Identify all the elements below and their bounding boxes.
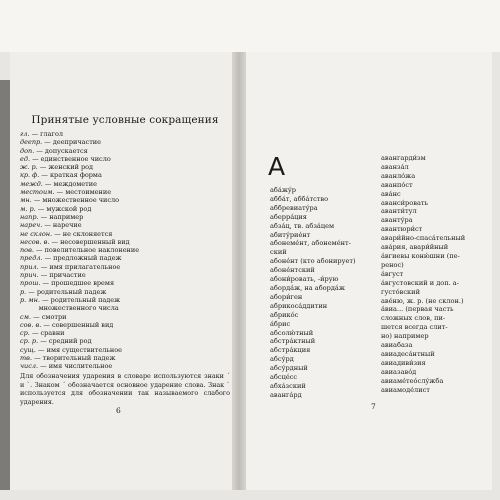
dictionary-entry: авиамоде́лист (381, 385, 430, 394)
abbreviation-row (20, 279, 230, 287)
abbreviation-meaning: множественного числа (20, 304, 119, 313)
abbreviation-meaning: — имя числительное (38, 362, 113, 371)
dictionary-entry: сложных слов, пи- (381, 314, 446, 323)
dictionary-entry: аванти́тул (381, 207, 417, 216)
dictionary-entry: авантюри́ст (381, 225, 423, 234)
abbreviation-term: гл. (20, 130, 30, 138)
abbreviation-term: напр. (20, 212, 39, 221)
abbreviation-row (20, 230, 230, 238)
abbreviation-row (20, 337, 230, 345)
abbreviation-row (20, 271, 230, 279)
abbreviation-row (20, 288, 230, 296)
abbreviation-meaning: — родительный падеж (26, 287, 107, 296)
abbreviation-row (20, 362, 230, 370)
abbreviation-term: ср. р. (20, 337, 39, 346)
abbreviation-meaning: — несовершенный вид (49, 237, 130, 246)
abbreviation-meaning: — имя существительное (35, 345, 122, 354)
dictionary-entry: авиаме́тео́слу́жба (381, 376, 444, 385)
abbreviation-row (20, 304, 230, 312)
abbreviation-meaning: — множественное число (31, 196, 120, 205)
stress-note: Для обозначения ударения в словаре используются знаки ´ и `. Знаком ´ обозначается основное ударение слова. Знак ` используется для обозначении так называемого слабого ударения. (20, 372, 230, 406)
abbreviation-term: доп. (20, 146, 35, 155)
abbreviation-term: кр. ф. (20, 171, 40, 180)
abbreviation-row (20, 313, 230, 321)
dictionary-entry: абсу́рдный (270, 364, 308, 373)
dictionary-entry: абсце́сс (270, 373, 298, 382)
abbreviation-row (20, 147, 230, 155)
abbreviation-term: пов. (20, 246, 34, 255)
abbreviation-meaning: — деепричастие (42, 138, 101, 147)
abbreviation-meaning: — наречие (42, 221, 82, 230)
book-edge (0, 80, 10, 490)
dictionary-entry: а́вгуст (381, 269, 404, 278)
abbreviation-term: предл. (20, 254, 43, 263)
section-letter: А (268, 152, 286, 181)
abbreviation-term: прош. (20, 279, 41, 288)
dictionary-entry: абсу́рд (270, 355, 294, 364)
abbreviation-row (20, 155, 230, 163)
dictionary-entry: а́брис (270, 319, 291, 328)
dictionary-entry: ава́нс (381, 189, 401, 198)
abbreviation-meaning: — родительный падеж (40, 295, 121, 304)
abbreviation-row (20, 171, 230, 179)
abbreviation-term: р. (20, 287, 27, 296)
abbreviation-row (20, 188, 230, 196)
abbreviation-row (20, 213, 230, 221)
book-gutter (232, 52, 246, 490)
abbreviation-term: мн. (20, 196, 32, 205)
abbreviation-row (20, 180, 230, 188)
abbreviation-term: р. мн. (20, 295, 41, 304)
dictionary-column-1 (270, 186, 378, 400)
dictionary-entry: аванза́л (381, 162, 409, 171)
dictionary-entry: авангарди́зм (381, 154, 426, 162)
abbreviation-term: тв. (20, 354, 33, 363)
dictionary-entry: ренос) (381, 260, 404, 269)
dictionary-entry: абза́ц, тв. абза́цем (270, 221, 335, 230)
dictionary-entry: аванга́рд (270, 390, 302, 399)
dictionary-column-2 (381, 154, 489, 394)
dictionary-entry: аберра́ция (270, 212, 307, 221)
dictionary-entry: авиадиви́зия (381, 358, 426, 367)
dictionary-entry: авиадеса́нтный (381, 349, 435, 358)
abbreviation-row (20, 296, 230, 304)
dictionary-entry: ава́рия, авари́йный (381, 243, 449, 252)
dictionary-entry: аванси́ровать (381, 198, 429, 207)
abbreviation-row (20, 163, 230, 171)
abbreviation-meaning: — допускается (34, 146, 88, 155)
dictionary-entry: но) например (381, 332, 429, 341)
dictionary-entry: аве́ню, ж. р. (не склон.) (381, 296, 464, 305)
abbreviation-meaning: — совершенный вид (41, 320, 114, 329)
abbreviation-meaning: — предложный падеж (42, 254, 122, 263)
dictionary-entry: абба́т, абба́тство (270, 194, 329, 203)
abbreviation-term: местоим. (20, 188, 55, 197)
abbreviation-list (20, 130, 230, 371)
dictionary-entry: аборда́ж, на аборда́ж (270, 283, 345, 292)
dictionary-entry: авари́йно-спаса́тельный (381, 234, 466, 243)
abbreviation-meaning: — например (38, 212, 84, 221)
dictionary-entry: абстра́ктный (270, 337, 316, 346)
abbreviation-term: числ. (20, 362, 39, 371)
dictionary-entry: абрико́с (270, 310, 299, 319)
abbreviation-row (20, 138, 230, 146)
dictionary-entry: ский (270, 248, 287, 257)
abbreviation-row (20, 238, 230, 246)
dictionary-entry: абха́зский (270, 381, 306, 390)
dictionary-entry: абонеме́нт, абонеме́нт- (270, 239, 351, 248)
dictionary-entry: а́виа... (первая часть (381, 305, 454, 314)
abbreviation-row (20, 254, 230, 262)
dictionary-entry: аббревиату́ра (270, 203, 318, 212)
abbreviation-term: м. р. (20, 204, 36, 213)
abbreviation-term: ср. (20, 329, 30, 338)
dictionary-entry: густо́вский (381, 287, 420, 296)
dictionary-entry: абони́ровать, -и́рую (270, 275, 339, 284)
abbreviation-term: сов. в. (20, 320, 42, 329)
dictionary-entry: аба́жу́р (270, 186, 296, 194)
dictionary-entry: авиабаза (381, 341, 413, 350)
abbreviation-term: нареч. (20, 221, 43, 230)
dictionary-entry: абрикоса́ддитин (270, 301, 328, 310)
background-top (0, 0, 500, 52)
abbreviation-term: деепр. (20, 138, 43, 147)
dictionary-entry: абори́ген (270, 292, 303, 301)
abbreviation-meaning: — сравни (29, 329, 65, 338)
abbreviation-meaning: — женский род (37, 163, 94, 172)
page-number-left: 6 (116, 406, 121, 415)
abbreviation-term: прич. (20, 271, 39, 280)
dictionary-entry: абоне́нт (кто абонирует) (270, 257, 356, 266)
abbreviation-meaning: — краткая форма (39, 171, 102, 180)
dictionary-entry: абиту́рие́нт (270, 230, 311, 239)
abbreviation-meaning: — единственное число (30, 154, 111, 163)
dictionary-entry: шется всегда слит- (381, 323, 448, 332)
abbreviation-meaning: — междометие (42, 179, 97, 188)
abbreviation-row (20, 329, 230, 337)
abbreviation-meaning: — мужской род (35, 204, 92, 213)
abbreviation-term: сущ. (20, 345, 36, 354)
abbreviation-meaning: — местоимение (54, 188, 112, 197)
dictionary-entry: а́вгустовский и доп. а- (381, 278, 459, 287)
page-number-right: 7 (371, 402, 376, 411)
abbreviation-term: ед. (20, 154, 31, 163)
abbreviation-term: см. (20, 312, 32, 321)
dictionary-entry: аванту́ра (381, 216, 413, 225)
dictionary-entry: абстра́кция (270, 346, 311, 355)
abbreviation-meaning: — причастие (38, 271, 86, 280)
dictionary-entry: аванло́жа (381, 171, 416, 180)
abbreviation-meaning: — смотри (31, 312, 67, 321)
abbreviation-row (20, 321, 230, 329)
abbreviation-term: межд. (20, 179, 43, 188)
abbreviation-row (20, 130, 230, 138)
abbreviation-meaning: — творительный падеж (32, 354, 116, 363)
abbreviation-meaning: — имя прилагательное (38, 262, 121, 271)
abbreviation-row (20, 221, 230, 229)
abbreviation-meaning: — средний род (38, 337, 92, 346)
abbreviation-row (20, 263, 230, 271)
dictionary-entry: абоне́нтский (270, 266, 315, 275)
abbreviation-meaning: — не склоняется (52, 229, 113, 238)
dictionary-entry: авиазаво́д (381, 367, 417, 376)
abbreviation-row (20, 354, 230, 362)
abbreviation-term: прил. (20, 262, 39, 271)
abbreviation-term: несов. в. (20, 237, 50, 246)
page-title: Принятые условные сокращения (31, 114, 219, 126)
abbreviation-term: ж. р. (20, 163, 38, 172)
abbreviation-row (20, 205, 230, 213)
abbreviation-row (20, 196, 230, 204)
abbreviation-row (20, 346, 230, 354)
dictionary-entry: а́вгиевы коню́шни (пе- (381, 251, 460, 260)
abbreviation-term: не склон. (20, 229, 53, 238)
dictionary-entry: аванпо́ст (381, 180, 413, 189)
abbreviation-meaning: — глагол (29, 130, 63, 138)
abbreviation-meaning: — прошедшее время (40, 279, 115, 288)
abbreviation-meaning: — повелительное наклонение (33, 246, 140, 255)
abbreviation-row (20, 246, 230, 254)
dictionary-entry: абсолю́тный (270, 328, 314, 337)
